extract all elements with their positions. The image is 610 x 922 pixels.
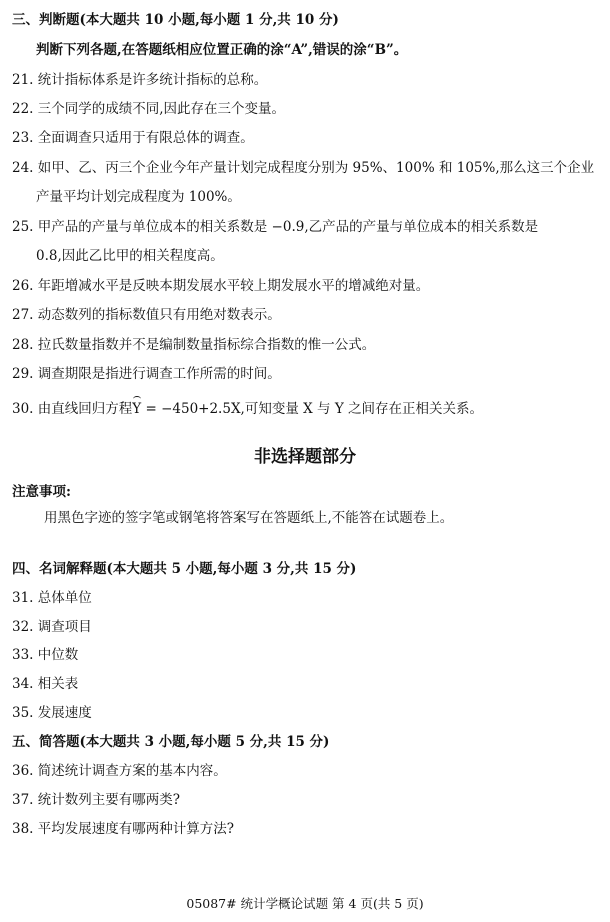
question-22: 22. 三个同学的成绩不同,因此存在三个变量。 xyxy=(12,101,286,117)
section3-instruction: 判断下列各题,在答题纸相应位置正确的涂“A”,错误的涂“B”。 xyxy=(36,42,408,58)
nonchoice-title: 非选择题部分 xyxy=(254,447,356,467)
question-30-suffix: = −450+2.5X,可知变量 X 与 Y 之间存在正相关关系。 xyxy=(141,401,484,417)
section4-heading: 四、名词解释题(本大题共 5 小题,每小题 3 分,共 15 分) xyxy=(12,561,357,577)
term-item: 33. 中位数 xyxy=(12,647,79,663)
notice-heading: 注意事项: xyxy=(12,484,71,500)
section5-heading: 五、简答题(本大题共 3 小题,每小题 5 分,共 15 分) xyxy=(12,734,330,750)
term-item: 34. 相关表 xyxy=(12,676,79,692)
question-30 xyxy=(12,399,602,419)
question-23: 23. 全面调查只适用于有限总体的调查。 xyxy=(12,130,254,146)
question-24-line1: 24. 如甲、乙、丙三个企业今年产量计划完成程度分别为 95%、100% 和 105%,那么这三个企业 xyxy=(12,160,595,176)
short-answer-item: 37. 统计数列主要有哪两类? xyxy=(12,792,180,808)
page-footer: 05087# 统计学概论试题 第 4 页(共 5 页) xyxy=(186,896,424,911)
question-25-line1: 25. 甲产品的产量与单位成本的相关系数是 −0.9,乙产品的产量与单位成本的相关系数是 xyxy=(12,219,539,235)
term-item: 35. 发展速度 xyxy=(12,705,92,721)
section3-heading: 三、判断题(本大题共 10 小题,每小题 1 分,共 10 分) xyxy=(12,12,339,28)
term-item: 31. 总体单位 xyxy=(12,590,92,606)
regression-y-hat: Y xyxy=(132,401,142,417)
term-item: 32. 调查项目 xyxy=(12,619,92,635)
question-25-line2: 0.8,因此乙比甲的相关程度高。 xyxy=(36,248,224,264)
question-24-line2: 产量平均计划完成程度为 100%。 xyxy=(36,189,241,205)
question-29: 29. 调查期限是指进行调查工作所需的时间。 xyxy=(12,366,281,382)
question-21: 21. 统计指标体系是许多统计指标的总称。 xyxy=(12,72,268,88)
question-30-prefix: 30. 由直线回归方程 xyxy=(12,401,133,417)
notice-text: 用黑色字迹的签字笔或钢笔将答案写在答题纸上,不能答在试题卷上。 xyxy=(44,510,454,526)
short-answer-item: 36. 简述统计调查方案的基本内容。 xyxy=(12,763,227,779)
question-26: 26. 年距增减水平是反映本期发展水平较上期发展水平的增减绝对量。 xyxy=(12,278,430,294)
question-27: 27. 动态数列的指标数值只有用绝对数表示。 xyxy=(12,307,281,323)
short-answer-item: 38. 平均发展速度有哪两种计算方法? xyxy=(12,821,234,837)
question-28: 28. 拉氏数量指数并不是编制数量指标综合指数的惟一公式。 xyxy=(12,337,376,353)
